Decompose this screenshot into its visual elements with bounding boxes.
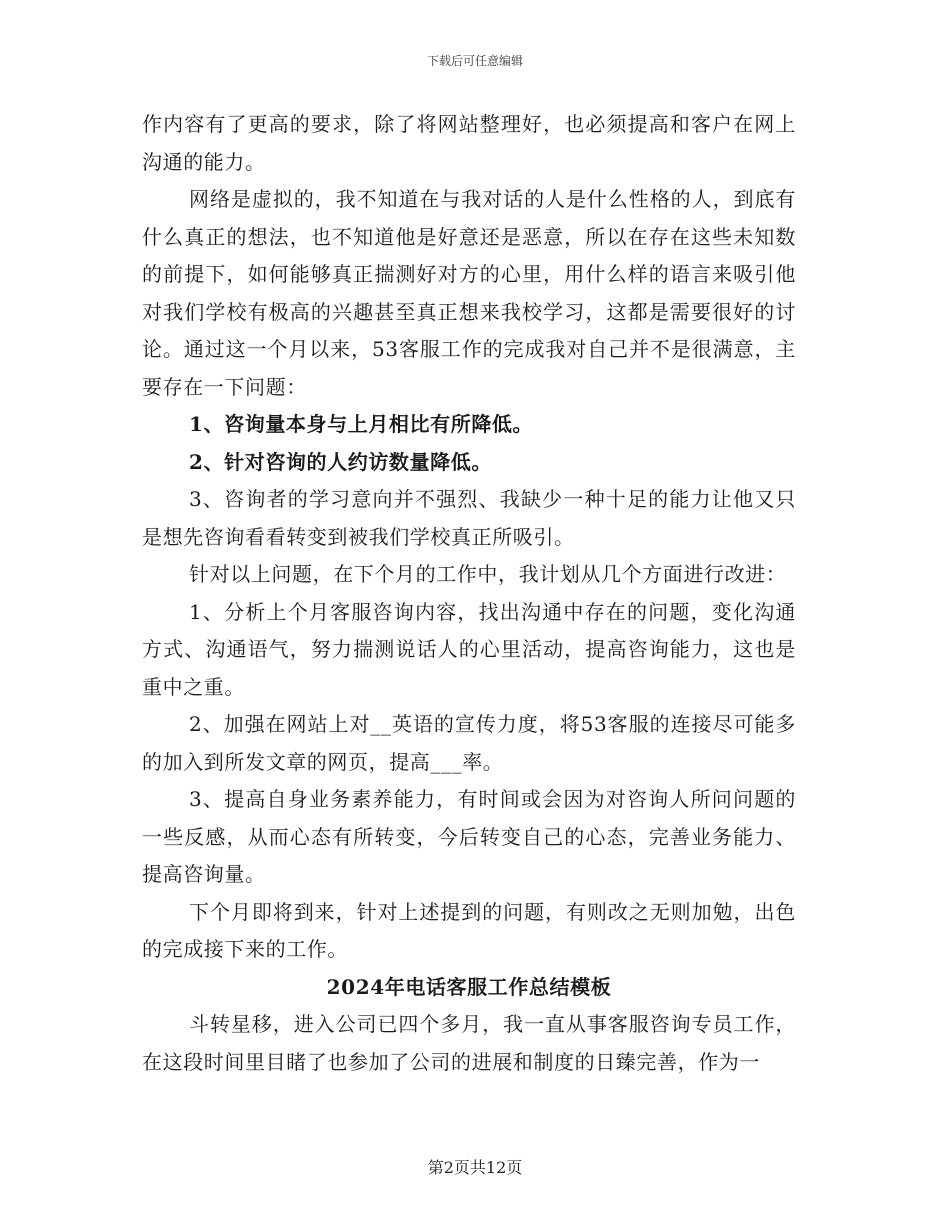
paragraph-intro-continuation: 作内容有了更高的要求，除了将网站整理好，也必须提高和客户在网上沟通的能力。 (142, 112, 796, 174)
page-footer-number: 第2页共12页 (427, 1158, 523, 1177)
improvement-intro: 针对以上问题，在下个月的工作中，我计划从几个方面进行改进： (189, 562, 787, 586)
closing-paragraph: 下个月即将到来，针对上述提到的问题，有则改之无则加勉，出色的完成接下来的工作。 (142, 899, 796, 961)
problem-item-3: 3、咨询者的学习意向并不强烈、我缺少一种十足的能力让他又只是想先咨询看看转变到被我们学校真正所吸引。 (142, 487, 796, 549)
problem-item-2: 2、针对咨询的人约访数量降低。 (189, 449, 492, 474)
improvement-item-2: 2、加强在网站上对__英语的宣传力度，将53客服的连接尽可能多的加入到所发文章的网页，提高___率。 (142, 712, 796, 774)
improvement-item-1: 1、分析上个月客服咨询内容，找出沟通中存在的问题，变化沟通方式、沟通语气，努力揣测说话人的心里活动，提高咨询能力，这也是重中之重。 (142, 599, 796, 699)
document-body (142, 106, 796, 1081)
page-header-note: 下载后可任意编辑 (426, 54, 523, 68)
section-title: 2024年电话客服工作总结模板 (326, 974, 612, 999)
problem-item-1: 1、咨询量本身与上月相比有所降低。 (189, 412, 534, 436)
paragraph-network-virtual: 网络是虚拟的，我不知道在与我对话的人是什么性格的人，到底有什么真正的想法，也不知道他是好意还是恶意，所以在存在这些未知数的前提下，如何能够真正揣测好对方的心里，用什么样的语言来吸引他对我们学校有极高的兴趣甚至真正想来我校学习，这都是需要很好的讨论。通过这一个月以来，53客服工作的完成我对自己并不是很满意，主要存在一下问题： (142, 187, 796, 399)
section-paragraph-1: 斗转星移，进入公司已四个多月，我一直从事客服咨询专员工作，在这段时间里目睹了也参加了公司的进展和制度的日臻完善，作为一 (142, 1012, 796, 1074)
improvement-item-3: 3、提高自身业务素养能力，有时间或会因为对咨询人所问问题的一些反感，从而心态有所转变，今后转变自己的心态，完善业务能力、提高咨询量。 (142, 787, 796, 886)
